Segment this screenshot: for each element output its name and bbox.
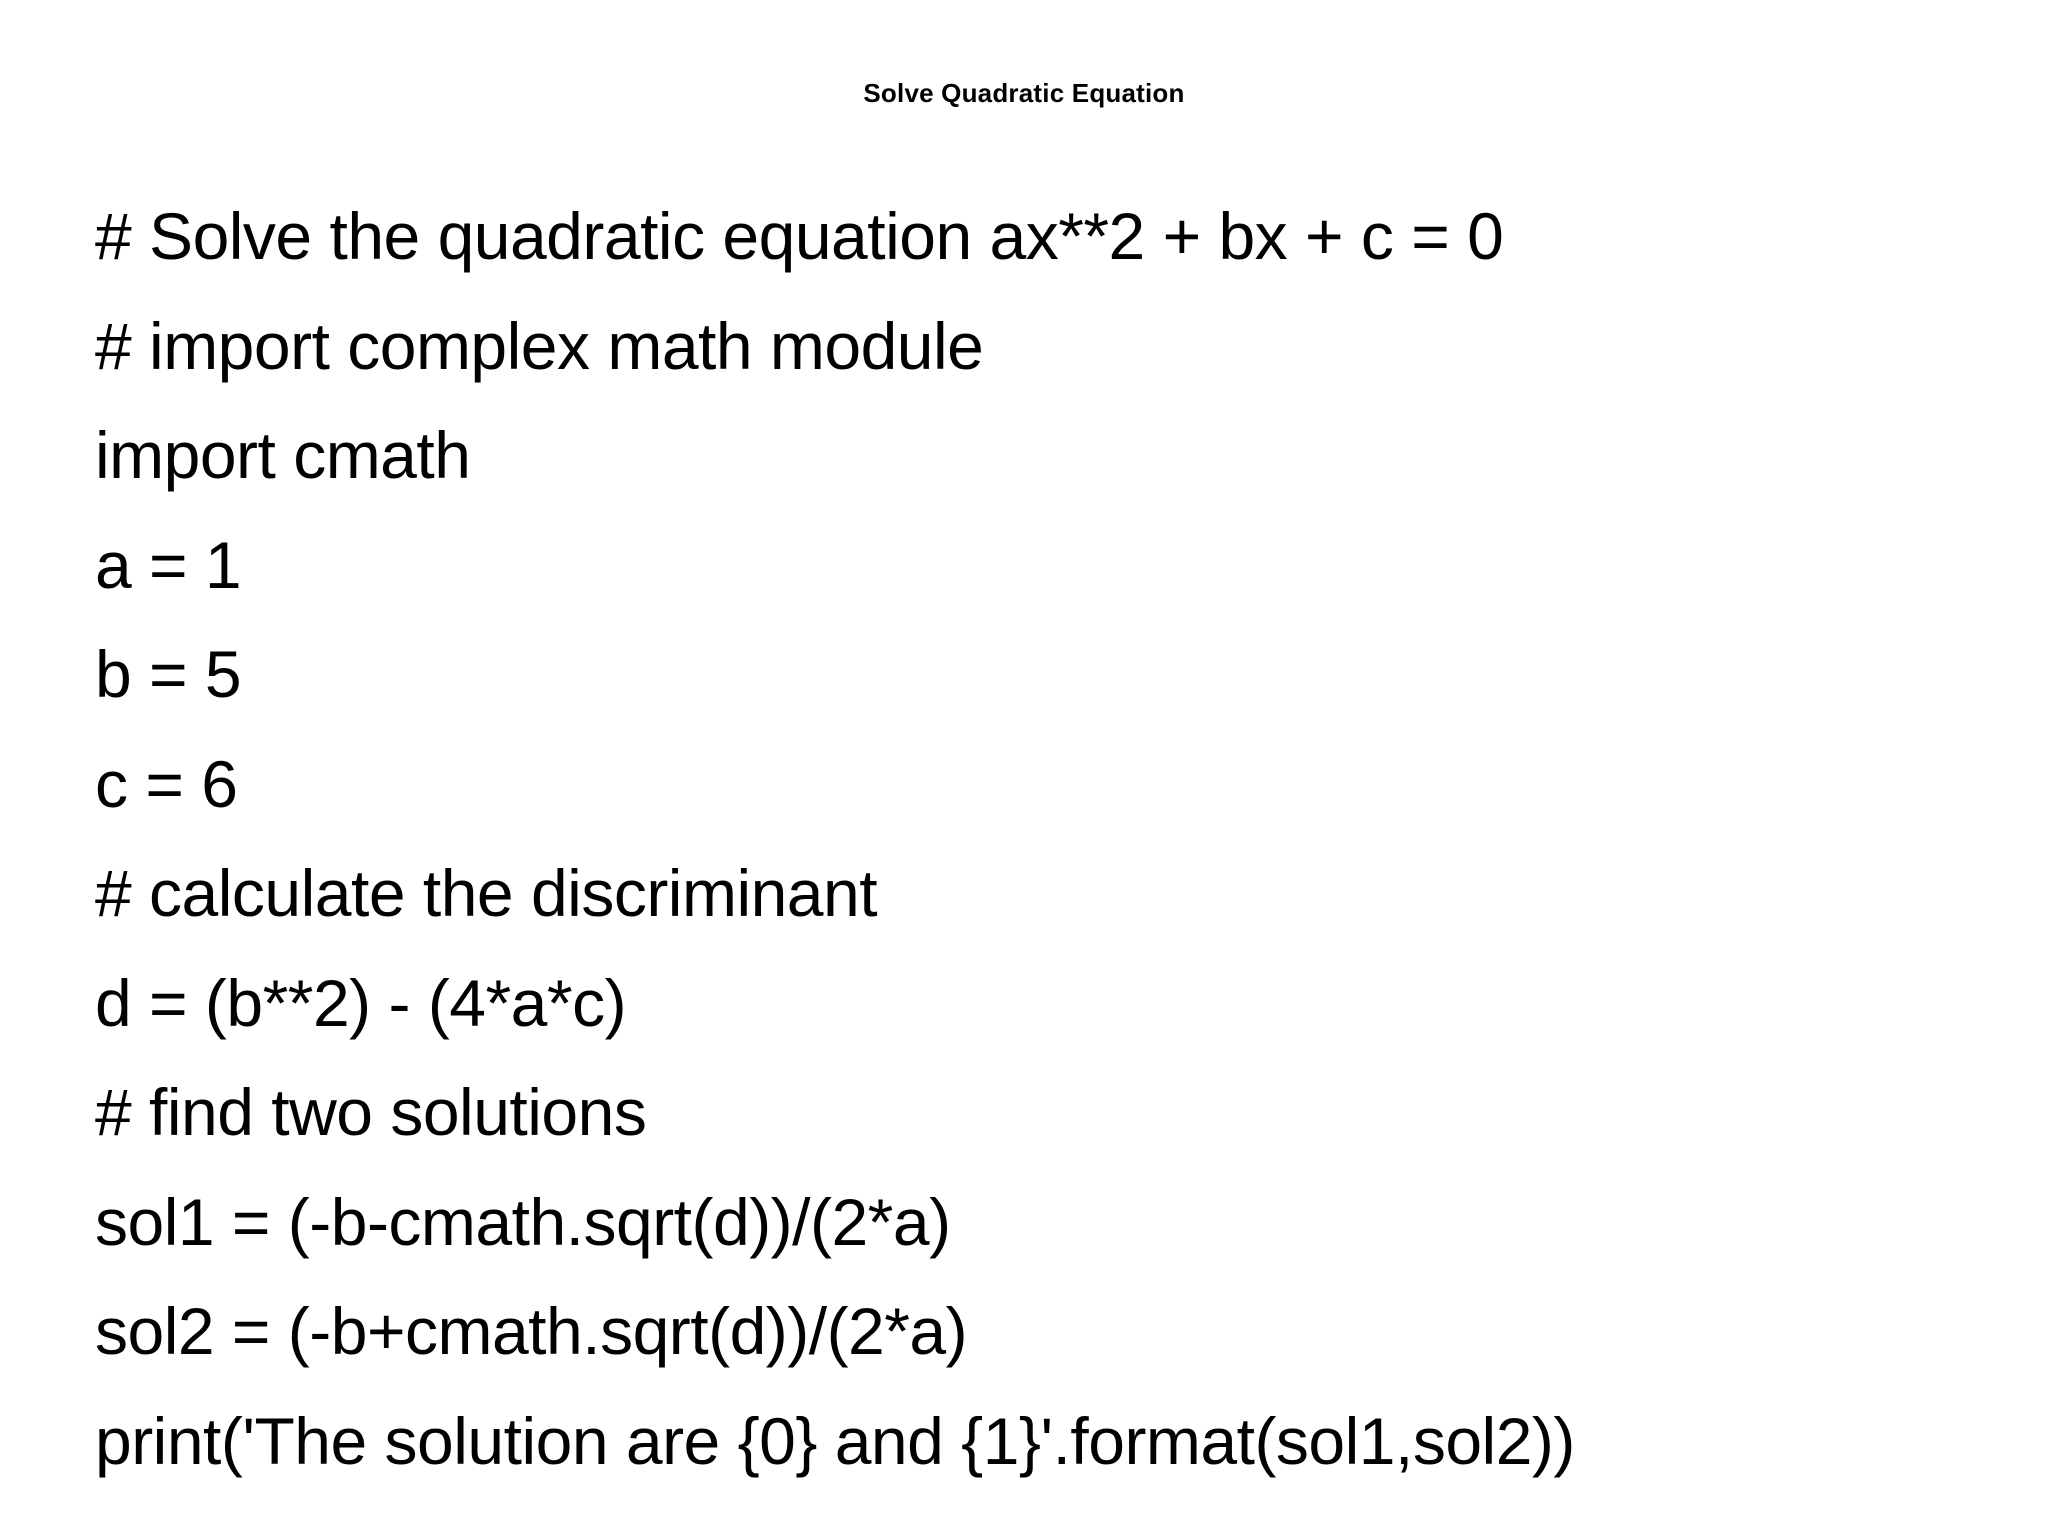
code-line: print('The solution are {0} and {1}'.format(sol1,sol2))	[95, 1403, 1575, 1478]
code-line: # import complex math module	[95, 308, 984, 383]
code-line: # find two solutions	[95, 1075, 647, 1149]
code-line: b = 5	[95, 637, 242, 711]
code-line: sol2 = (-b+cmath.sqrt(d))/(2*a)	[95, 1294, 968, 1368]
code-lines	[95, 196, 1995, 1510]
code-line: c = 6	[95, 746, 238, 821]
code-line: import cmath	[95, 418, 471, 492]
code-line: sol1 = (-b-cmath.sqrt(d))/(2*a)	[95, 1184, 951, 1259]
code-line: d = (b**2) - (4*a*c)	[95, 965, 627, 1040]
code-line: # Solve the quadratic equation ax**2 + bx + c = 0	[95, 199, 1504, 273]
code-line: a = 1	[95, 527, 242, 602]
slide-title: Solve Quadratic Equation	[863, 78, 1185, 108]
code-line: # calculate the discriminant	[95, 856, 878, 930]
